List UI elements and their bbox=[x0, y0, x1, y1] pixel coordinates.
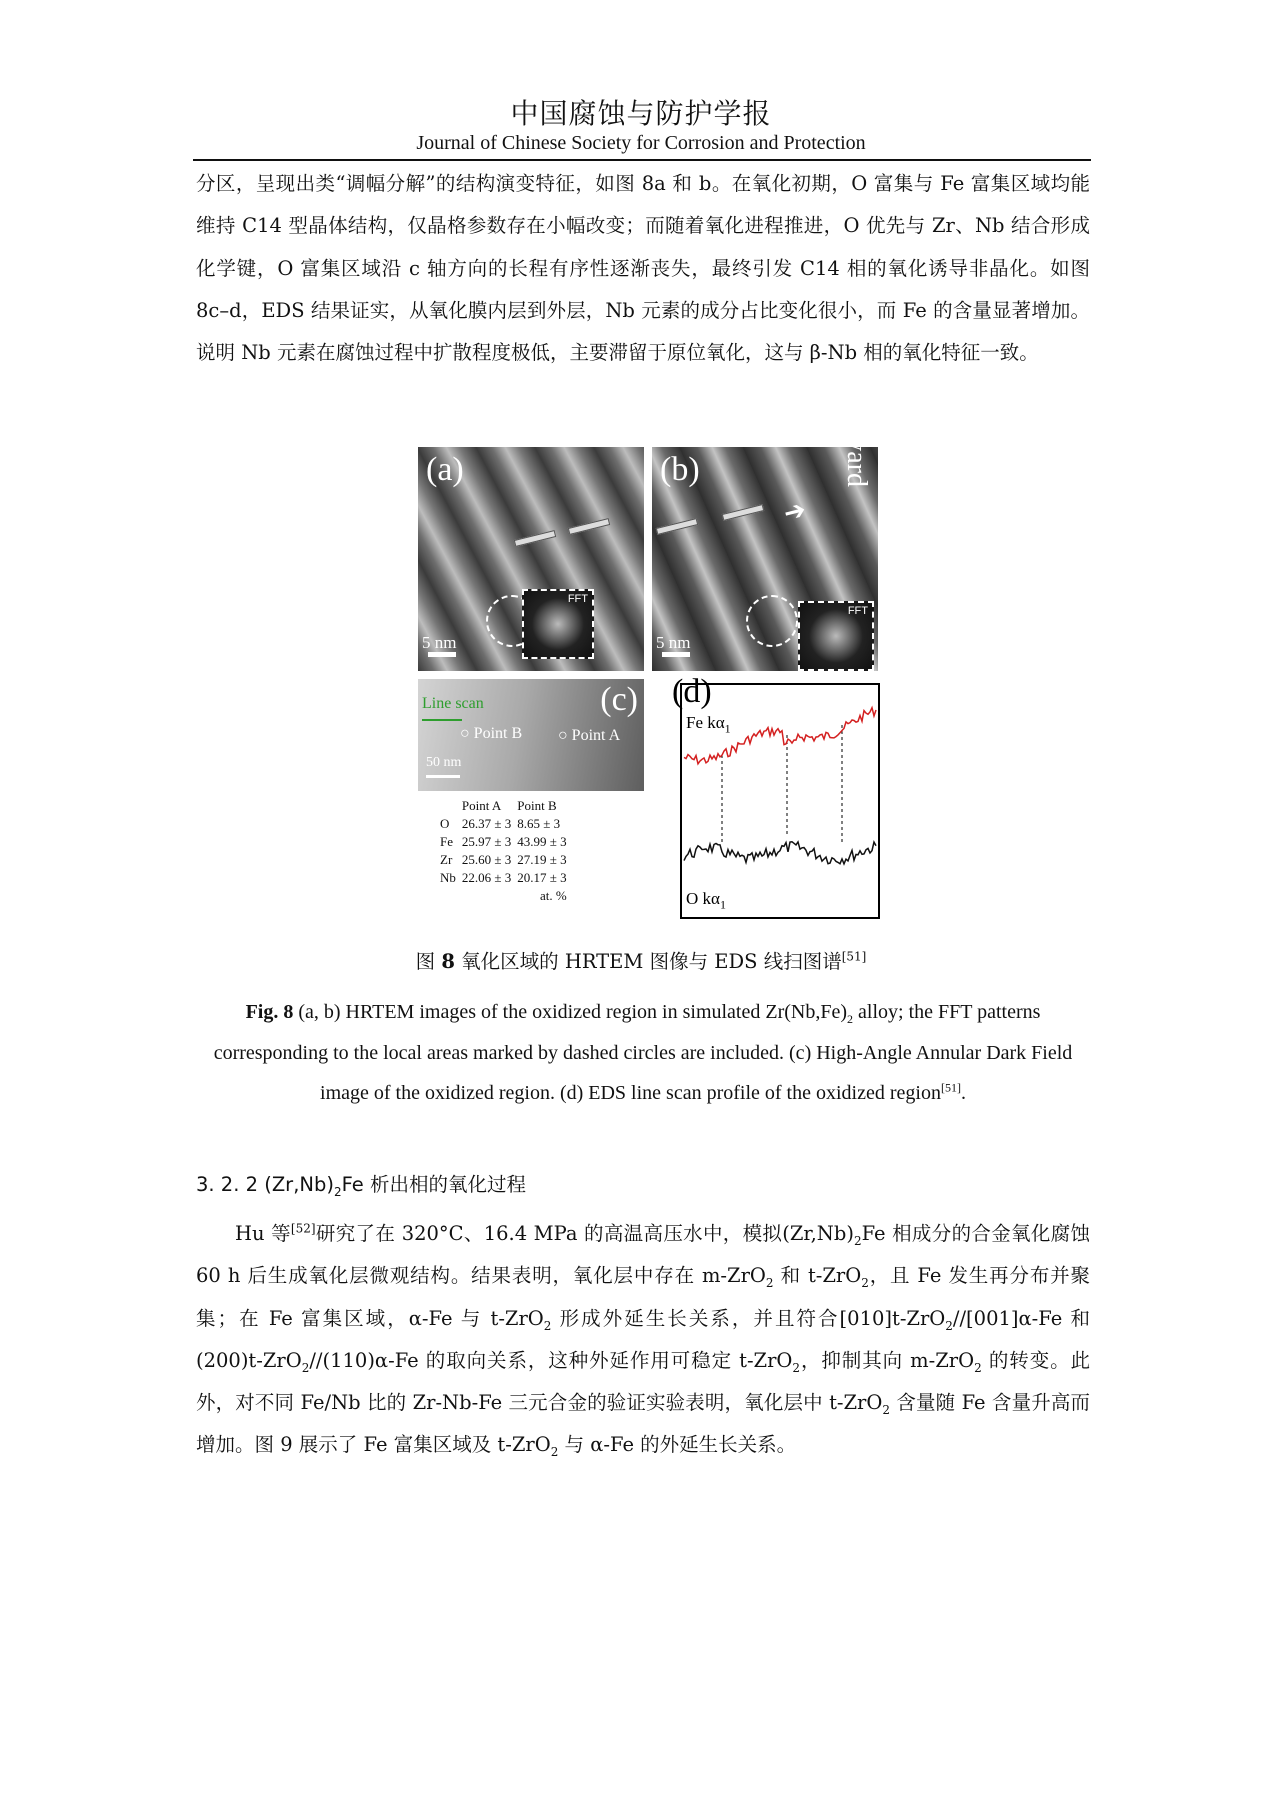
composition-table bbox=[440, 797, 573, 905]
arrow-icon: ➔ bbox=[780, 494, 810, 530]
point-a-label: ○ Point A bbox=[558, 727, 621, 744]
table-row: Zr 25.60 ± 3 27.19 ± 3 bbox=[440, 852, 567, 867]
scale-label: 50 nm bbox=[426, 755, 462, 770]
outward-label: outward bbox=[841, 395, 872, 487]
lattice-marker bbox=[656, 518, 698, 535]
table-row: Fe 25.97 ± 3 43.99 ± 3 bbox=[440, 834, 567, 849]
dashed-circle bbox=[746, 595, 798, 647]
table-unit: at. % bbox=[539, 888, 567, 903]
paragraph-2: Hu 等[52]研究了在 320°C、16.4 MPa 的高温高压水中，模拟$(Zr,Nb)_2Fe$ 相成分的合金氧化腐蚀 60 h 后生成氧化层微观结构。结果表明，氧化层中存在 m-ZrO$_2$ 和 t-ZrO$_2$，且 Fe 发生再分布并聚集；在 Fe 富集区域，α-Fe 与 t-ZrO$_2$ 形成外延生长关系，并且符合[010]t-ZrO$_2$//[001]α-Fe 和(200)t-ZrO$_2$//(110)α-Fe 的取向关系，这种外延作用可稳定 t-ZrO$_2$，抑制其向 m-ZrO$_2$ 的转变。此外，对不同 Fe/Nb 比的 Zr-Nb-Fe 三元合金的验证实验表明，氧化层中 t-ZrO$_2$ 含量随 Fe 含量升高而增加。图 9 展示了 Fe 富集区域及 t-ZrO$_2$ 与 α-Fe 的外延生长关系。 bbox=[196, 1221, 1091, 1460]
scale-bar bbox=[662, 652, 690, 657]
o-series-label: O $k\alpha_1$ bbox=[686, 889, 726, 912]
panel-c-label: (c) bbox=[600, 681, 638, 718]
paragraph-1: 分区，呈现出类“调幅分解”的结构演变特征，如图 8a 和 b。在氧化初期，O 富集与 Fe 富集区域均能维持 C14 型晶体结构，仅晶格参数存在小幅改变；而随着氧化进程推进，O 优先与 Zr、Nb 结合形成化学键，O 富集区域沿 c 轴方向的长程有序性逐渐丧失，最终引发 C14 相的氧化诱导非晶化。如图 8c–d，EDS 结果证实，从氧化膜内层到外层，Nb 元素的成分占比变化很小，而 Fe 的含量显著增加。说明 Nb 元素在腐蚀过程中扩散程度极低，主要滞留于原位氧化，这与 β-Nb 相的氧化特征一致。 bbox=[196, 172, 1090, 365]
fft-inset bbox=[798, 601, 874, 671]
lattice-marker bbox=[568, 518, 610, 535]
journal-title-zh: 中国腐蚀与防护学报 bbox=[510, 97, 772, 130]
panel-d-label: (d) bbox=[672, 673, 712, 710]
panel-a-hrtem bbox=[418, 447, 644, 671]
point-b-label: ○ Point B bbox=[460, 725, 523, 742]
lattice-marker bbox=[514, 530, 556, 547]
table-row: Nb 22.06 ± 3 20.17 ± 3 bbox=[440, 870, 567, 885]
lattice-marker bbox=[722, 504, 764, 521]
journal-title-en: Journal of Chinese Society for Corrosion and Protection bbox=[416, 132, 866, 154]
line-scan-bar bbox=[422, 719, 462, 721]
table-row: O 26.37 ± 3 8.65 ± 3 bbox=[440, 816, 561, 831]
panel-b-hrtem bbox=[652, 395, 878, 671]
scale-label: 5 nm bbox=[656, 633, 691, 652]
fe-series-label: Fe $k\alpha_1$ bbox=[686, 713, 731, 736]
section-heading: 3. 2. 2 $(Zr,Nb)_2Fe$ 析出相的氧化过程 bbox=[196, 1173, 526, 1199]
scale-label: 5 nm bbox=[422, 633, 457, 652]
scale-bar bbox=[428, 652, 456, 657]
figure-caption-en: Fig. 8 (a, b) HRTEM images of the oxidized region in simulated $Zr(Nb,Fe)_2$ alloy; the FFT patterns corresponding to the local areas marked by dashed circles are included. (c) High-Angle Annular Dark Field image of the oxidized region. (d) EDS line scan profile of the oxidized region[51]. bbox=[213, 1001, 1073, 1104]
table-header: Point B bbox=[517, 798, 557, 813]
figure-8 bbox=[418, 395, 878, 917]
fft-inset bbox=[522, 589, 594, 659]
panel-b-label: (b) bbox=[660, 451, 700, 488]
table-header: Point A bbox=[461, 798, 502, 813]
o-profile-line bbox=[684, 842, 876, 864]
line-scan-label: Line scan bbox=[422, 695, 484, 712]
panel-d-eds bbox=[672, 673, 880, 919]
header-rule bbox=[193, 159, 1091, 161]
panel-c-haadf bbox=[418, 679, 644, 791]
scale-bar bbox=[426, 775, 460, 778]
table-header-row bbox=[440, 797, 573, 815]
fft-label: FFT bbox=[847, 605, 868, 617]
fft-label: FFT bbox=[567, 593, 588, 605]
panel-a-label: (a) bbox=[426, 451, 464, 488]
table-unit-row bbox=[440, 887, 573, 905]
figure-caption-zh: 图 8 氧化区域的 HRTEM 图像与 EDS 线扫图谱[51] bbox=[415, 949, 867, 973]
